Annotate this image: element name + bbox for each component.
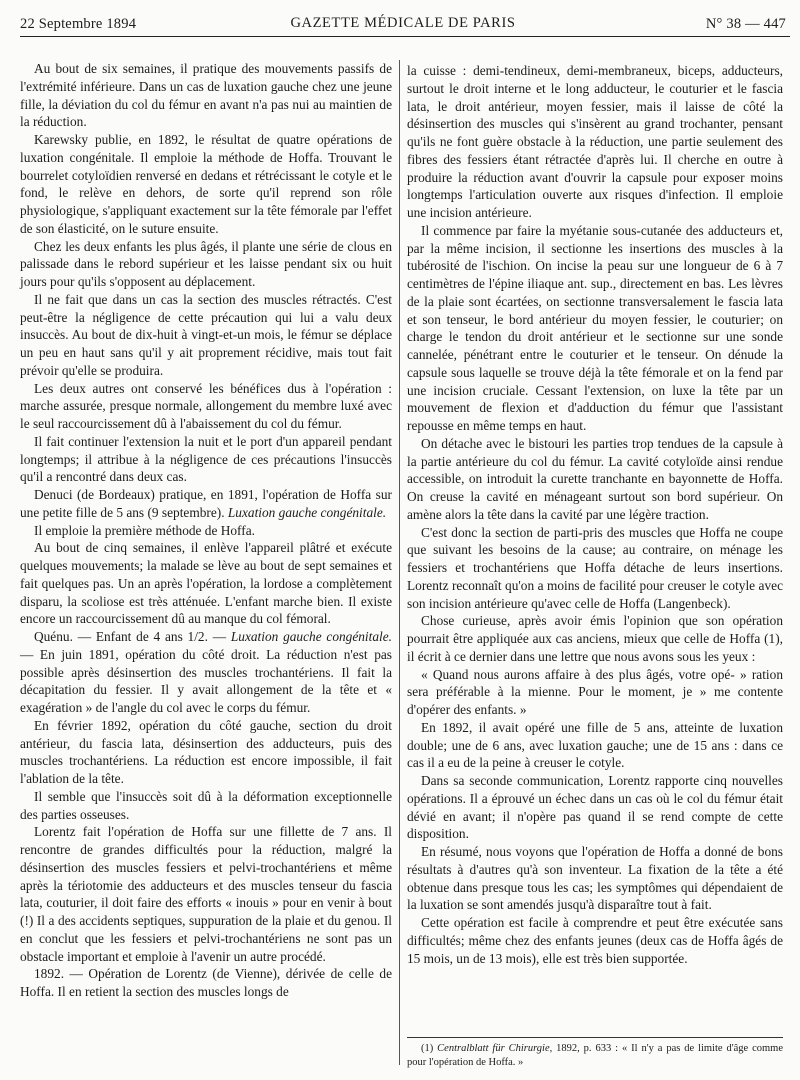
footnote-marker: (1)	[421, 1043, 438, 1054]
paragraph	[20, 823, 392, 965]
footnote-journal: Centralblatt für Chirurgie,	[437, 1043, 553, 1054]
column-divider	[399, 60, 400, 1065]
paragraph-text: Lorentz fait l'opération de Hoffa sur une fillette de 7 ans. Il rencontre de grandes difficultés pour la réduction, malgré la désinsertion des muscles fessiers et pelvi-trochantériens et même après la tériotomie des adducteurs et des muscles tenseur du fascia lata, couturier, il doit faire des efforts « inouis » pour en venir à bout (!) Il a des accidents septiques, suppuration de la plaie et du genou. Il en conclut que les fessiers et pelvi-trochantériens ne sont pas un obstacle important et emploie à l'avenir un autre procédé.	[20, 824, 392, 964]
paragraph	[20, 522, 392, 540]
paragraph-text: C'est donc la section de parti-pris des muscles que Hoffa ne coupe que suivant les besoins de la cause; au contraire, on ménage les fessiers et trochantériens que Hoffa détache de leurs insertions. Lorentz reconnaît qu'on a moins de facilité pour creuser le cotyle avec son incision antérieure qu'avec celle de Hoffa (Langenbeck).	[407, 524, 783, 611]
paragraph	[20, 788, 392, 824]
right-column	[407, 62, 783, 967]
paragraph-text: Dans sa seconde communication, Lorentz rapporte cinq nouvelles opérations. Il a éprouvé un échec dans un cas où le col du fémur était dévié en avant; il n'opère pas quand il se rend compte de cette disposition.	[407, 773, 783, 842]
paragraph-text: Chez les deux enfants les plus âgés, il plante une série de clous en palissade dans le rebord supérieur et les laisse pendant six ou huit jours pour qu'ils s'opposent au déplacement.	[20, 238, 392, 289]
paragraph-text: On détache avec le bistouri les parties trop tendues de la capsule à la partie antérieure du col du fémur. La cavité cotyloïde ainsi rendue accessible, on introduit la curette tranchante en bayonnette de Hoffa. On creuse la cavité en ménageant surtout son bord supérieur. On amène alors la tête dans la cavité par une légère traction.	[407, 435, 783, 522]
paragraph	[407, 914, 783, 967]
footnote-text: 1892, p. 633 : « Il n'y a pas de limite d'âge comme pour l'opération de Hoffa. »	[407, 1043, 783, 1068]
paragraph-text: Au bout de cinq semaines, il enlève l'appareil plâtré et exécute quelques mouvements; la malade se lève au bout de sept semaines et fait quelques pas. Un an après l'opération, la lordose a complètement disparu, la scoliose est très atténuée. L'enfant marche bien. Il existe encore un raccourcissement dû au manque du col fémoral.	[20, 540, 392, 627]
paragraph-text: Karewsky publie, en 1892, le résultat de quatre opérations de luxation congénitale. Il emploie la méthode de Hoffa. Trouvant le bourrelet cotyloïdien renversé en dedans et rétrécissant le cotyle et le fond, le relève en dehors, de sorte qu'il reprend son rôle physiologique, s'appliquant exactement sur la tête fémorale par l'effet de son élasticité, on le suture ensuite.	[20, 132, 392, 236]
paragraph-text: Au bout de six semaines, il pratique des mouvements passifs de l'extrémité inférieure. Dans un cas de luxation gauche chez une jeune fille, la déviation du col du fémur en avant n'a pas nui au maintien de la réduction.	[20, 61, 392, 130]
paragraph-text: Il semble que l'insuccès soit dû à la déformation exceptionnelle des parties osseuses.	[20, 788, 392, 822]
paragraph	[407, 666, 783, 719]
paragraph-text: la cuisse : demi-tendineux, demi-membraneux, biceps, adducteurs, surtout le droit interne et le long adducteur, le couturier et le fascia lata, le droit antérieur, moyen fessier, mais il laisse de côté la désinsertion des muscles qui s'insèrent au grand trochanter, pensant qu'ils ne font guère obstacle à la réduction, une partie seulement des fibres des fessiers étant rétractée d'après lui. Il cherche en outre à produire la réduction avant d'ouvrir la capsule pour exposer moins longtemps l'articulation ouverte aux risques d'infection. Il emploie une incision antérieure.	[407, 63, 783, 220]
paragraph	[407, 222, 783, 435]
paragraph-text: Chose curieuse, après avoir émis l'opinion que son opération pourrait être appliquée aux cas anciens, mieux que celle de Hoffa (1), il écrit à ce dernier dans une lettre que nous avons sous les yeux :	[407, 613, 783, 664]
paragraph-text: Denuci (de Bordeaux) pratique, en 1891, l'opération de Hoffa sur une petite fille de 5 ans (9 septembre).	[20, 487, 392, 520]
paragraph	[407, 719, 783, 772]
paragraph	[407, 524, 783, 613]
header-date: 22 Septembre 1894	[20, 16, 137, 32]
header-rule	[20, 36, 790, 38]
paragraph-text: Il commence par faire la myétanie sous-cutanée des adducteurs et, par la même incision, il sectionne les insertions des muscles à la tubérosité de l'ischion. On incise la peau sur une longueur de 6 à 7 centimètres de l'épine iliaque ant. sup., directement en bas. Les lèvres de la plaie sont écartées, on sectionne transversalement le fascia lata et son tenseur, le bord antérieur du moyen fessier, le couturier; on charge le tendon du droit antérieur et le sectionne sur une sonde cannelée, pénétrant entre le couturier et le tenseur. On dénude la capsule sous laquelle se trouve déjà la tête fémorale et on la fend par une incision cruciale. Cessant l'extension, on luxe la tête par un mouvement de flexion et d'adduction du fémur que l'assistant repousse en même temps en haut.	[407, 222, 783, 433]
left-column	[20, 60, 392, 1001]
footnote-rule	[407, 1037, 783, 1038]
paragraph	[20, 486, 392, 522]
header-page-number: N° 38 — 447	[705, 16, 786, 32]
paragraph	[20, 433, 392, 486]
paragraph	[20, 628, 392, 717]
paragraph	[20, 380, 392, 433]
page-header	[20, 14, 786, 36]
paragraph	[20, 965, 392, 1001]
paragraph	[407, 612, 783, 665]
paragraph-text: Les deux autres ont conservé les bénéfices dus à l'opération : marche assurée, presque normale, allongement du membre luxé avec le seul raccourcissement dû à l'abaissement du col du fémur.	[20, 380, 392, 431]
header-title: GAZETTE MÉDICALE DE PARIS	[290, 15, 516, 31]
paragraph-italic: Luxation gauche congénitale.	[230, 629, 392, 644]
paragraph-text: En résumé, nous voyons que l'opération de Hoffa a donné de bons résultats à d'autres qu'à son inventeur. La fixation de la tête a été obtenue dans presque tous les cas; les symptômes qui dépendaient de la luxation se sont amendés jusqu'à disparaître tout à fait.	[407, 844, 783, 913]
paragraph	[407, 62, 783, 222]
paragraph	[20, 291, 392, 380]
paragraph	[20, 60, 392, 131]
paragraph-text: Il ne fait que dans un cas la section des muscles rétractés. C'est peut-être la négligence de cette précaution qui lui a valu deux insuccès. Au bout de dix-huit à vingt-et-un mois, le fémur se déplace un peu en haut sans qu'il y ait proprement récidive, mais tout fait prévoir qu'elle se produira.	[20, 291, 392, 378]
paragraph-text: Quénu. — Enfant de 4 ans 1/2. —	[34, 629, 227, 644]
paragraph-text: En février 1892, opération du côté gauche, section du droit antérieur, du fascia lata, désinsertion des adducteurs, puis des muscles trochantériens. La réduction est encore impossible, il fait l'ablation de la tête.	[20, 717, 392, 786]
paragraph	[20, 717, 392, 788]
paragraph-continuation: — En juin 1891, opération du côté droit. La réduction n'est pas possible après désinsertion des muscles trochantériens. Il fait la décapitation du fessier. Il y avait allongement de la tête et « exagération » de l'angle du col avec le corps du fémur.	[20, 646, 392, 715]
paragraph	[407, 435, 783, 524]
paragraph-text: Il fait continuer l'extension la nuit et le port d'un appareil pendant longtemps; il attribue à la négligence de ces précautions l'insuccès qu'il a rencontré dans deux cas.	[20, 433, 392, 485]
paragraph-text: Cette opération est facile à comprendre et peut être exécutée sans difficultés; même chez des enfants jeunes (deux cas de Hoffa âgés de 15 mois, un de 13 mois), elle est très bien supportée.	[407, 915, 783, 966]
paragraph-italic: Luxation gauche congénitale.	[227, 504, 387, 520]
paragraph	[20, 131, 392, 238]
paragraph	[20, 238, 392, 291]
paragraph-text: Il emploie la première méthode de Hoffa.	[34, 522, 255, 538]
paragraph-text: 1892. — Opération de Lorentz (de Vienne), dérivée de celle de Hoffa. Il en retient la section des muscles longs de	[20, 966, 392, 999]
paragraph	[407, 772, 783, 843]
paragraph	[20, 539, 392, 628]
paragraph	[407, 843, 783, 914]
paragraph-text: « Quand nous aurons affaire à des plus âgés, votre opé- » ration sera préférable à la mienne. Pour le moment, je » me contente d'opérer des enfants. »	[407, 666, 783, 717]
paragraph-text: En 1892, il avait opéré une fille de 5 ans, atteinte de luxation double; une de 6 ans, avec luxation gauche; une de 15 ans : dans ce cas il a eu de la peine à creuser le cotyle.	[407, 719, 783, 771]
footnote	[407, 1042, 783, 1070]
